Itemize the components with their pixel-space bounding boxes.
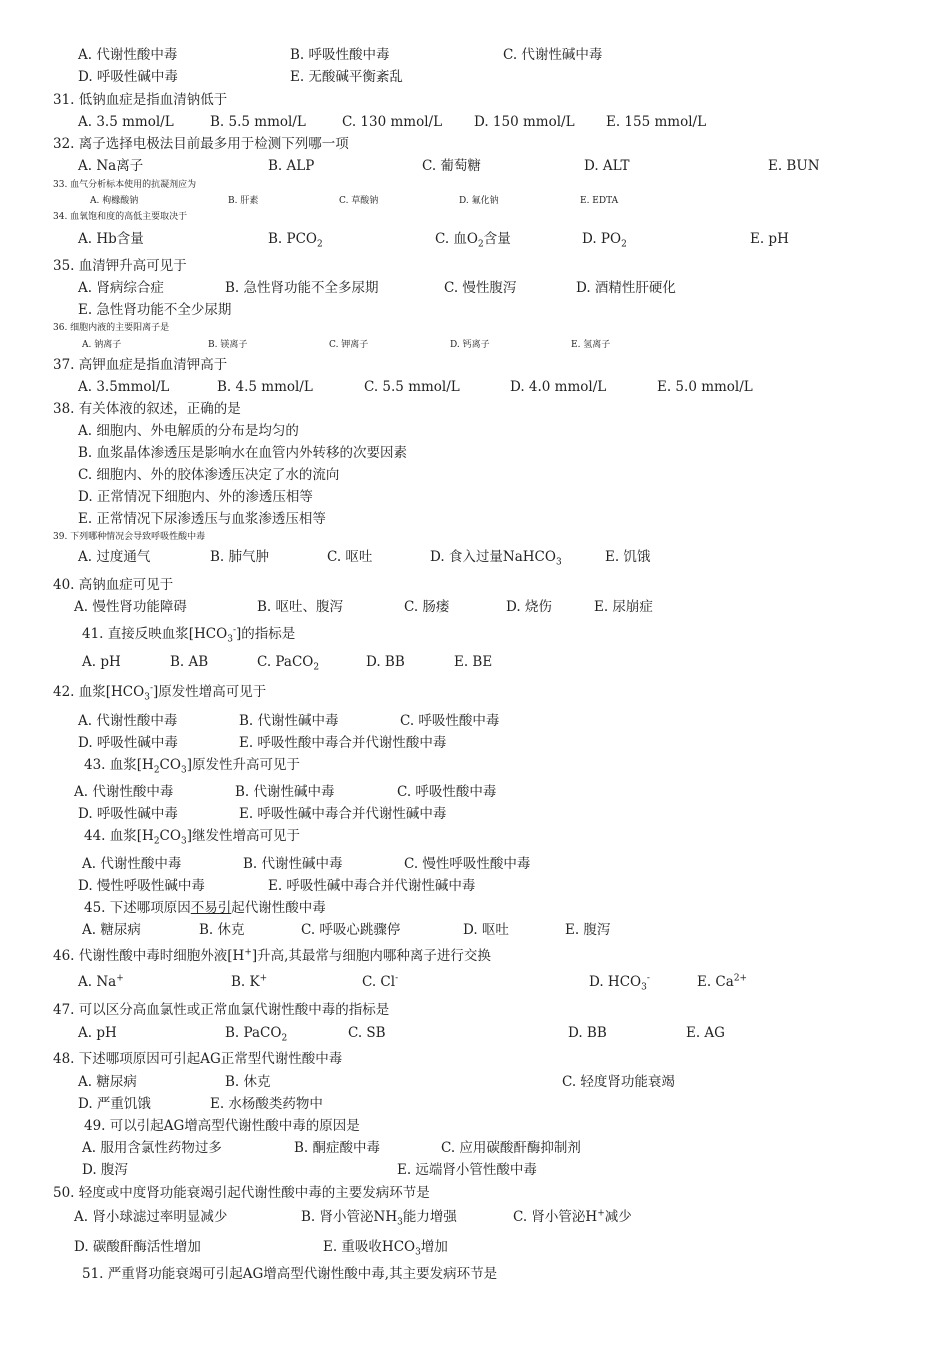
- q46-option-e: E. $Ca^{2+}$: [697, 973, 748, 990]
- q43-option-b: B. 代谢性碱中毒: [235, 784, 335, 800]
- q39-option-d: D. 食入过量NaHCO$_3$: [430, 549, 562, 568]
- q46-option-b: B. K+: [231, 973, 268, 990]
- q42-option-b: B. 代谢性碱中毒: [239, 713, 339, 729]
- q31-option-e: E. 155 mmol/L: [606, 114, 707, 130]
- q37-option-c: C. 5.5 mmol/L: [364, 379, 460, 395]
- q31-option-a: A. 3.5 mmol/L: [78, 114, 174, 130]
- q38-option-b: B. 血浆晶体渗透压是影响水在血管内外转移的次要因素: [78, 445, 408, 461]
- q40-option-b: B. 呕吐、腹泻: [257, 599, 344, 615]
- q49-option-d: D. 腹泻: [82, 1162, 128, 1178]
- q50-stem: 50. 轻度或中度肾功能衰竭引起代谢性酸中毒的主要发病环节是: [53, 1185, 430, 1201]
- q38-option-a: A. 细胞内、外电解质的分布是均匀的: [78, 423, 299, 439]
- q35-option-e: E. 急性肾功能不全少尿期: [78, 302, 232, 318]
- q49-option-a: A. 服用含氯性药物过多: [82, 1140, 222, 1156]
- q30-option-b: B. 呼吸性酸中毒: [290, 47, 390, 63]
- q41-option-d: D. BB: [366, 654, 405, 670]
- q35-option-a: A. 肾病综合症: [78, 280, 164, 296]
- q39-option-c: C. 呕吐: [327, 549, 373, 565]
- q30-option-e: E. 无酸碱平衡紊乱: [290, 69, 403, 85]
- q48-option-e: E. 水杨酸类药物中: [210, 1096, 323, 1112]
- q45-option-e: E. 腹泻: [565, 922, 611, 938]
- q35-option-c: C. 慢性腹泻: [444, 280, 517, 296]
- q47-option-b: B. PaCO$_2$: [225, 1025, 288, 1044]
- q41-option-a: A. pH: [82, 654, 121, 670]
- q47-option-e: E. AG: [686, 1025, 725, 1041]
- q32-option-c: C. 葡萄糖: [422, 158, 481, 174]
- q34-option-e: E. pH: [750, 231, 789, 247]
- q32-option-d: D. ALT: [584, 158, 630, 174]
- q45-option-c: C. 呼吸心跳骤停: [301, 922, 401, 938]
- q45-option-a: A. 糖尿病: [82, 922, 141, 938]
- q46-option-c: C. Cl-: [362, 973, 399, 990]
- q44-option-c: C. 慢性呼吸性酸中毒: [404, 856, 531, 872]
- q51-stem: 51. 严重肾功能衰竭可引起AG增高型代谢性酸中毒,其主要发病环节是: [82, 1266, 498, 1282]
- q32-option-a: A. Na离子: [78, 158, 144, 174]
- q37-stem: 37. 高钾血症是指血清钾高于: [53, 357, 228, 373]
- q50-option-b: B. 肾小管泌$NH_3$能力增强: [301, 1209, 457, 1228]
- q33-option-b: B. 肝素: [228, 196, 259, 206]
- q46-option-a: A. Na+: [78, 973, 124, 990]
- q35-option-b: B. 急性肾功能不全多尿期: [225, 280, 379, 296]
- q39-option-b: B. 肺气肿: [210, 549, 270, 565]
- q38-stem: 38. 有关体液的叙述，正确的是: [53, 401, 241, 417]
- q40-option-d: D. 烧伤: [506, 599, 552, 615]
- q47-option-a: A. pH: [78, 1025, 117, 1041]
- q37-option-b: B. 4.5 mmol/L: [217, 379, 313, 395]
- q47-stem: 47. 可以区分高血氯性或正常血氯代谢性酸中毒的指标是: [53, 1002, 390, 1018]
- q41-option-b: B. AB: [170, 654, 209, 670]
- q36-stem: 36. 细胞内液的主要阳离子是: [53, 323, 170, 333]
- q50-option-a: A. 肾小球滤过率明显减少: [74, 1209, 228, 1225]
- q33-stem: 33. 血气分析标本使用的抗凝剂应为: [53, 180, 197, 190]
- q34-option-c: C. 血$O_2$含量: [435, 231, 511, 250]
- q45-option-d: D. 呕吐: [463, 922, 509, 938]
- q30-option-d: D. 呼吸性碱中毒: [78, 69, 178, 85]
- q39-stem: 39. 下列哪种情况会导致呼吸性酸中毒: [53, 532, 206, 542]
- q45-stem: 45. 下述哪项原因不易引起代谢性酸中毒: [84, 900, 326, 916]
- q41-stem: 41. 直接反映血浆$[HCO_3^-]$的指标是: [82, 625, 296, 645]
- q45-option-b: B. 休克: [199, 922, 245, 938]
- q48-option-d: D. 严重饥饿: [78, 1096, 151, 1112]
- q48-option-c: C. 轻度肾功能衰竭: [562, 1074, 675, 1090]
- q50-option-c: C. 肾小管泌H+减少: [513, 1208, 632, 1225]
- q36-option-d: D. 钙离子: [450, 340, 490, 350]
- q37-option-a: A. 3.5mmol/L: [78, 379, 170, 395]
- q36-option-c: C. 钾离子: [329, 340, 369, 350]
- q48-option-a: A. 糖尿病: [78, 1074, 137, 1090]
- q32-stem: 32. 离子选择电极法目前最多用于检测下列哪一项: [53, 136, 349, 152]
- q30-option-c: C. 代谢性碱中毒: [503, 47, 603, 63]
- q43-option-a: A. 代谢性酸中毒: [74, 784, 174, 800]
- q37-option-e: E. 5.0 mmol/L: [657, 379, 753, 395]
- q32-option-b: B. ALP: [268, 158, 315, 174]
- q37-option-d: D. 4.0 mmol/L: [510, 379, 607, 395]
- q49-stem: 49. 可以引起AG增高型代谢性酸中毒的原因是: [84, 1118, 360, 1134]
- q33-option-d: D. 氟化钠: [459, 196, 499, 206]
- q43-option-c: C. 呼吸性酸中毒: [397, 784, 497, 800]
- q40-stem: 40. 高钠血症可见于: [53, 577, 174, 593]
- q50-option-d: D. 碳酸酐酶活性增加: [74, 1239, 201, 1255]
- q42-option-d: D. 呼吸性碱中毒: [78, 735, 178, 751]
- q48-option-b: B. 休克: [225, 1074, 271, 1090]
- q43-stem: 43. 血浆$[H_2CO_3]$原发性升高可见于: [84, 757, 300, 776]
- q42-option-c: C. 呼吸性酸中毒: [400, 713, 500, 729]
- q35-stem: 35. 血清钾升高可见于: [53, 258, 187, 274]
- q33-option-e: E. EDTA: [580, 196, 619, 206]
- q44-option-d: D. 慢性呼吸性碱中毒: [78, 878, 205, 894]
- q47-option-d: D. BB: [568, 1025, 607, 1041]
- q49-option-b: B. 酮症酸中毒: [294, 1140, 381, 1156]
- q41-option-e: E. BE: [454, 654, 493, 670]
- q38-option-e: E. 正常情况下尿渗透压与血浆渗透压相等: [78, 511, 326, 527]
- q42-option-a: A. 代谢性酸中毒: [78, 713, 178, 729]
- q31-stem: 31. 低钠血症是指血清钠低于: [53, 92, 228, 108]
- q44-option-b: B. 代谢性碱中毒: [243, 856, 343, 872]
- q44-option-e: E. 呼吸性碱中毒合并代谢性碱中毒: [268, 878, 476, 894]
- q38-option-d: D. 正常情况下细胞内、外的渗透压相等: [78, 489, 313, 505]
- q43-option-e: E. 呼吸性碱中毒合并代谢性碱中毒: [239, 806, 447, 822]
- q40-option-e: E. 尿崩症: [594, 599, 653, 615]
- q31-option-c: C. 130 mmol/L: [342, 114, 443, 130]
- q36-option-e: E. 氢离子: [571, 340, 611, 350]
- q31-option-d: D. 150 mmol/L: [474, 114, 575, 130]
- q34-option-b: B. $PCO_2$: [268, 231, 323, 250]
- q34-option-a: A. Hb含量: [78, 231, 144, 247]
- q32-option-e: E. BUN: [768, 158, 820, 174]
- q39-option-e: E. 饥饿: [605, 549, 651, 565]
- q47-option-c: C. SB: [348, 1025, 386, 1041]
- q41-option-c: C. PaCO$_2$: [257, 654, 320, 673]
- q33-option-a: A. 枸橼酸钠: [90, 196, 139, 206]
- q39-option-a: A. 过度通气: [78, 549, 151, 565]
- q38-option-c: C. 细胞内、外的胶体渗透压决定了水的流向: [78, 467, 340, 483]
- q46-option-d: D. $HCO_3^-$: [589, 973, 650, 993]
- q49-option-c: C. 应用碳酸酐酶抑制剂: [441, 1140, 581, 1156]
- q36-option-a: A. 钠离子: [82, 340, 122, 350]
- q33-option-c: C. 草酸钠: [339, 196, 379, 206]
- q40-option-a: A. 慢性肾功能障碍: [74, 599, 187, 615]
- q35-option-d: D. 酒精性肝硬化: [576, 280, 676, 296]
- q48-stem: 48. 下述哪项原因可引起AG正常型代谢性酸中毒: [53, 1051, 343, 1067]
- q42-option-e: E. 呼吸性酸中毒合并代谢性酸中毒: [239, 735, 447, 751]
- q44-stem: 44. 血浆$[H_2CO_3]$继发性增高可见于: [84, 828, 300, 847]
- q43-option-d: D. 呼吸性碱中毒: [78, 806, 178, 822]
- q49-option-e: E. 远端肾小管性酸中毒: [397, 1162, 537, 1178]
- q42-stem: 42. 血浆$[HCO_3^-]$原发性增高可见于: [53, 683, 267, 703]
- q46-stem: 46. 代谢性酸中毒时细胞外液[H+]升高,其最常与细胞内哪种离子进行交换: [53, 947, 491, 964]
- q36-option-b: B. 镁离子: [208, 340, 248, 350]
- q40-option-c: C. 肠瘘: [404, 599, 450, 615]
- q34-stem: 34. 血氧饱和度的高低主要取决于: [53, 212, 188, 222]
- q34-option-d: D. $PO_2$: [582, 231, 627, 250]
- q44-option-a: A. 代谢性酸中毒: [82, 856, 182, 872]
- q31-option-b: B. 5.5 mmol/L: [210, 114, 306, 130]
- q30-option-a: A. 代谢性酸中毒: [78, 47, 178, 63]
- q50-option-e: E. 重吸收$HCO_3$增加: [323, 1239, 448, 1258]
